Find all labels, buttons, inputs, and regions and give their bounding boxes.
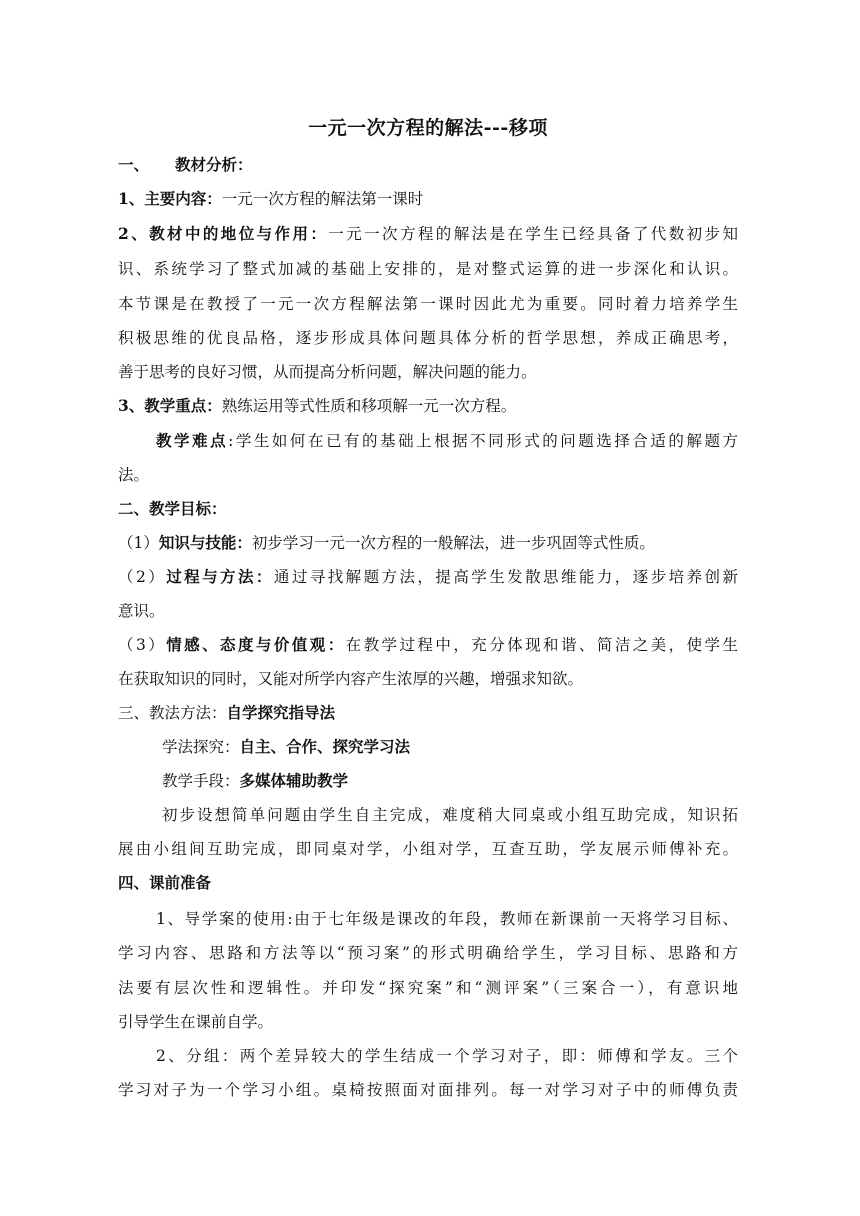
goal-number: （2）	[118, 568, 167, 586]
label: 教学难点	[156, 431, 229, 450]
section-heading-4: 四、课前准备	[118, 873, 212, 892]
goal-number: （1）	[118, 534, 159, 552]
prep-group-line: 学习对子为一个学习小组。桌椅按照面对面排列。每一对学习对子中的师傅负责	[118, 1081, 738, 1099]
text: 通过寻找解题方法，提高学生发散思维能力，逐步培养创新	[273, 568, 738, 586]
goal-attitude-line: 在获取知识的同时，又能对所学内容产生浓厚的兴趣，增强求知欲。	[118, 670, 584, 688]
goal-knowledge	[118, 533, 738, 553]
goal-process-line: 意识。	[118, 602, 165, 620]
method-means	[162, 771, 738, 791]
goal-number: （3）	[118, 636, 167, 654]
prep-guide-line: 引导学生在课前自学。	[118, 1013, 274, 1031]
text: 一元一次方程的解法第一课时	[221, 190, 424, 208]
label: 知识与技能：	[158, 533, 252, 552]
prefix: 教学手段：	[162, 772, 240, 790]
prefix: 三、教法方法：	[118, 704, 227, 722]
prep-guide-line: 学习内容、思路和方法等以“预习案”的形式明确给学生，学习目标、思路和方	[118, 944, 738, 962]
goal-attitude	[118, 635, 738, 655]
method-study	[162, 737, 738, 757]
paragraph-role-line: 本节课是在教授了一元一次方程解法第一课时因此尤为重要。同时着力培养学生	[118, 295, 738, 313]
paragraph-difficulty-line: 法。	[118, 466, 150, 484]
method-plan-line: 展由小组间互助完成，即同桌对学，小组对学，互查互助，学友展示师傅补充。	[118, 840, 738, 858]
method-plan-line: 初步设想简单问题由学生自主完成，难度稍大同桌或小组互助完成，知识拓	[162, 806, 738, 824]
paragraph-difficulty	[156, 431, 738, 451]
prep-group-line: 2、分组：两个差异较大的学生结成一个学习对子，即：师傅和学友。三个	[156, 1047, 738, 1065]
prep-guide-line: 法要有层次性和逻辑性。并印发“探究案”和“测评案”（三案合一），有意识地	[118, 979, 738, 997]
text: 一元一次方程的解法是在学生已经具备了代数初步知	[328, 225, 738, 243]
section-title: 教材分析：	[175, 155, 253, 174]
text: 在教学过程中，充分体现和谐、简洁之美，使学生	[345, 636, 738, 654]
section-heading-1	[118, 155, 738, 175]
value: 自学探究指导法	[226, 703, 336, 722]
paragraph-role-line	[118, 224, 738, 244]
text: :学生如何在已有的基础上根据不同形式的问题选择合适的解题方	[228, 432, 738, 450]
text: 熟练运用等式性质和移项解一元一次方程。	[221, 397, 517, 415]
section-number: 一、	[118, 155, 150, 174]
goal-process	[118, 567, 738, 587]
paragraph-main-content	[118, 189, 738, 209]
prefix: 学法探究：	[162, 738, 240, 756]
label: 过程与方法：	[166, 567, 274, 586]
prep-guide-line: 1、导学案的使用:由于七年级是课改的年段，教师在新课前一天将学习目标、	[156, 910, 738, 928]
label: 2、教材中的地位与作用：	[118, 224, 329, 243]
paragraph-role-line: 善于思考的良好习惯，从而提高分析问题，解决问题的能力。	[118, 363, 537, 381]
paragraph-role-line: 识、系统学习了整式加减的基础上安排的，是对整式运算的进一步深化和认识。	[118, 260, 738, 278]
label: 3、教学重点：	[118, 396, 222, 415]
value: 多媒体辅助教学	[239, 771, 349, 790]
label: 情感、态度与价值观：	[166, 635, 346, 654]
paragraph-role-line: 积极思维的优良品格，逐步形成具体问题具体分析的哲学思想，养成正确思考，	[118, 329, 738, 347]
paragraph-key-points	[118, 396, 738, 416]
label: 1、主要内容：	[118, 189, 222, 208]
section-heading-3	[118, 703, 738, 723]
text: 初步学习一元一次方程的一般解法，进一步巩固等式性质。	[251, 534, 655, 552]
section-heading-2: 二、教学目标：	[118, 499, 227, 518]
value: 自主、合作、探究学习法	[239, 737, 411, 756]
page-title: 一元一次方程的解法---移项	[308, 117, 548, 139]
